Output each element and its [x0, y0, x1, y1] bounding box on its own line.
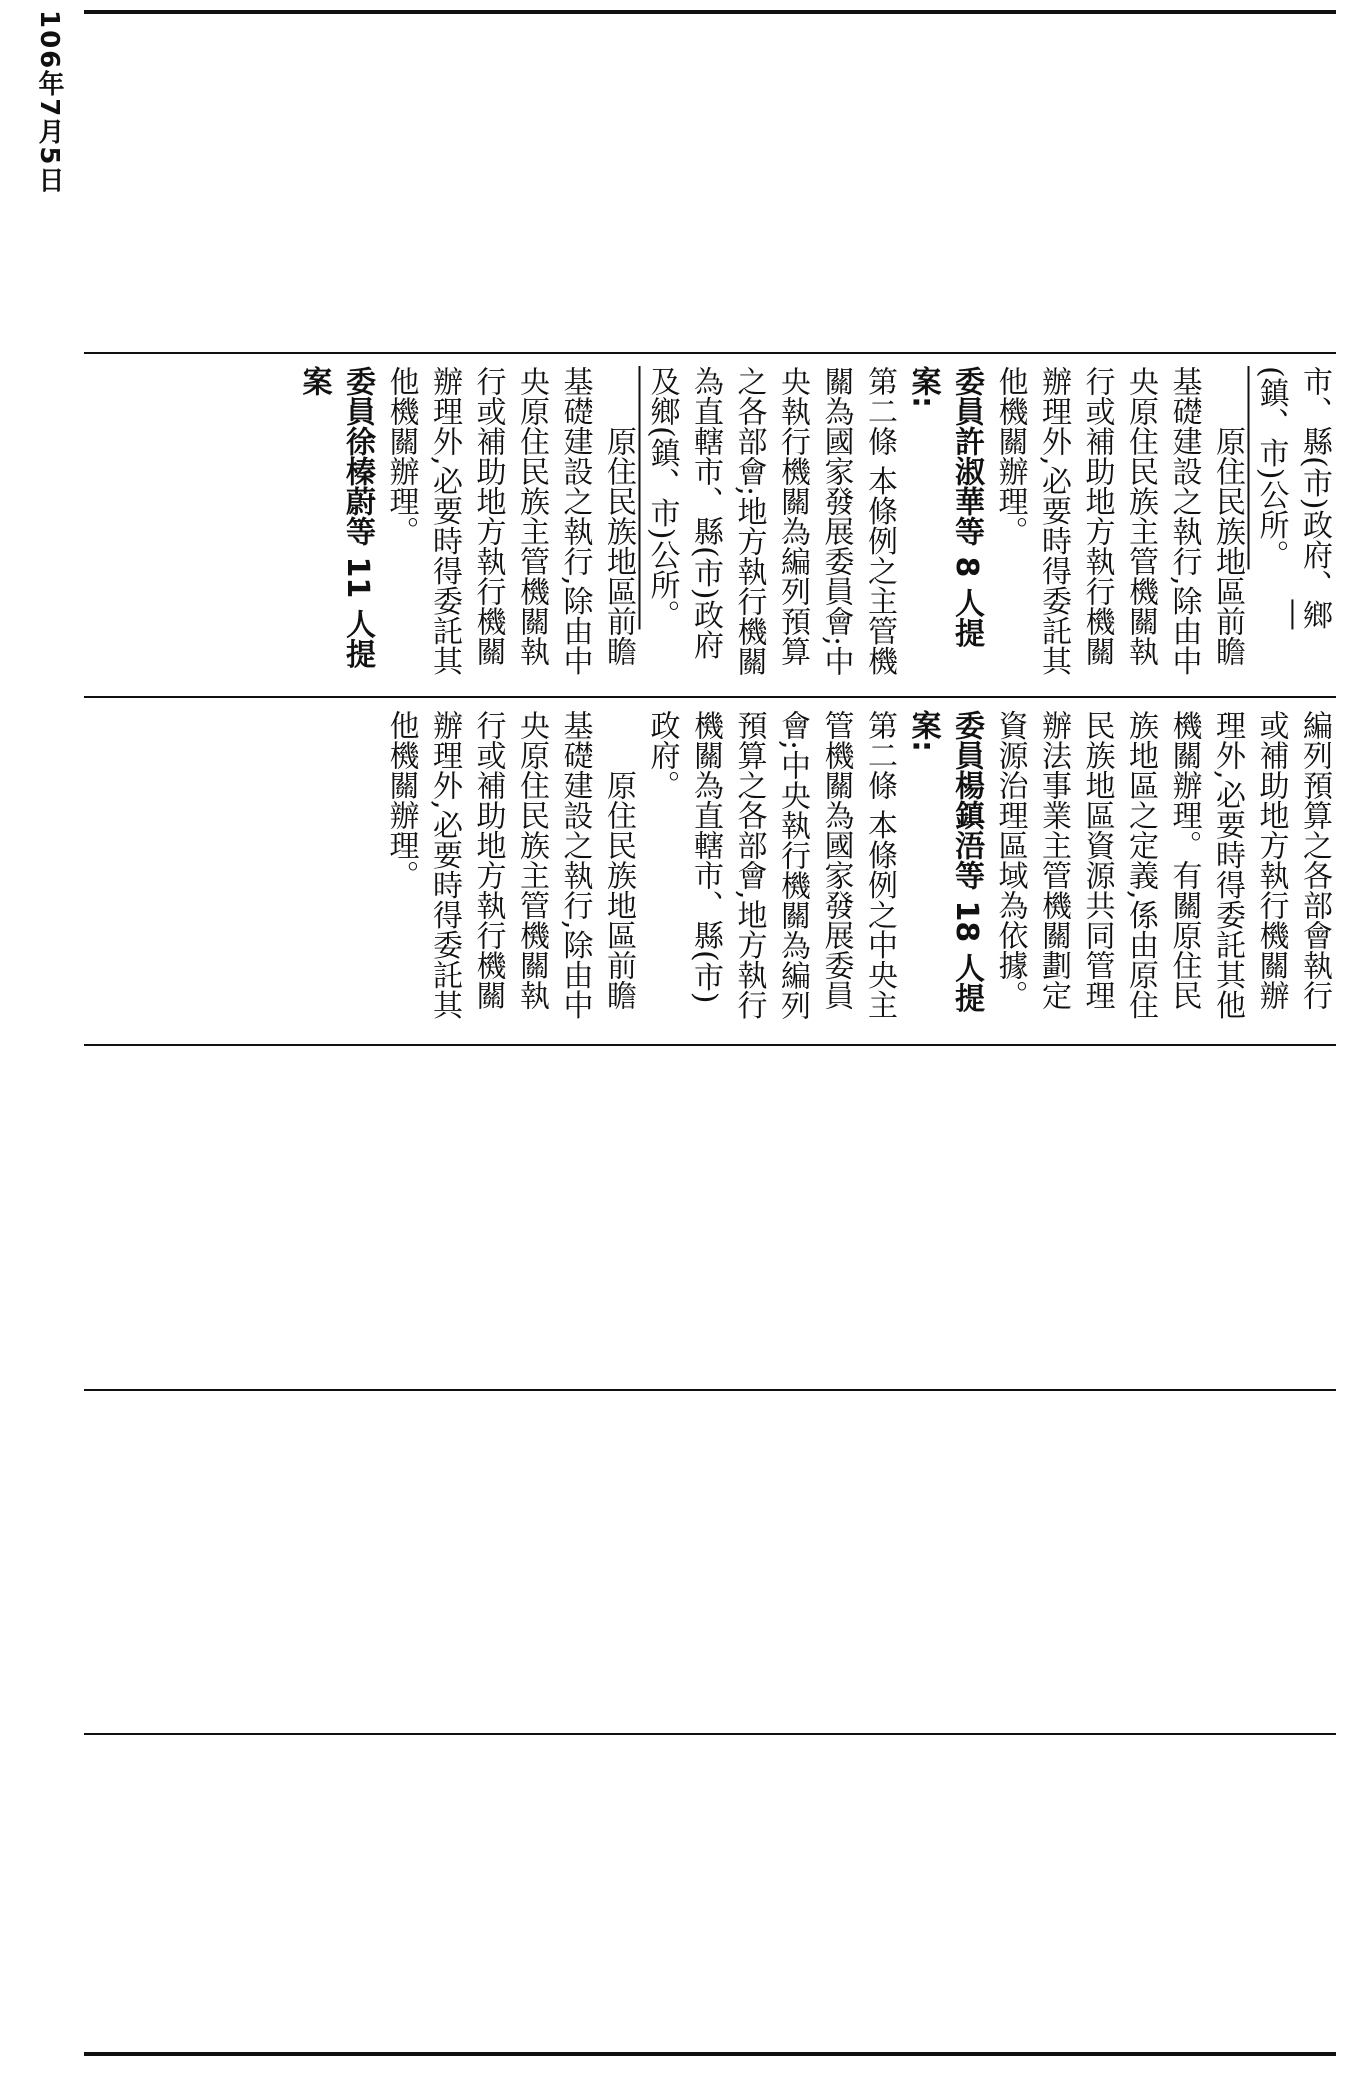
section-divider-1: [84, 352, 1336, 354]
section-1-text: [106, 366, 1336, 684]
article-2-xu-paragraph: 原住民族地區前瞻基礎建設之執行,除由中央原住民族主管機關執行或補助地方執行機關辦理外,必要時得委託其他機關辦理。: [383, 366, 636, 676]
proposal-heading-yang: 委員楊鎮浯等 18 人提案:: [905, 710, 984, 1013]
section-divider-5: [84, 1733, 1336, 1735]
section-divider-2: [84, 696, 1336, 698]
article-2-xu: 第二條 本條例之主管機關為國家發展委員會;中央執行機關為編列預算之各部會;地方執行機關為直轄市、縣(市)政府及鄉(鎮、市)公所。: [644, 366, 897, 677]
section-2-text: [106, 710, 1336, 1032]
section-divider-3: [84, 1044, 1336, 1046]
proposal-heading-xu: 委員許淑華等 8 人提案:: [905, 366, 984, 648]
section-2-continuation: 編列預算之各部會執行或補助地方執行機關辦理外,必要時得委託其他機關辦理。有關原住民族地區之定義,係由原住民族地區資源共同管理辦法事業主管機關劃定資源治理區域為依據。: [992, 710, 1332, 1020]
section-divider-4: [84, 1389, 1336, 1391]
proposal-heading-hsu: 委員徐榛蔚等 11 人提案: [296, 366, 375, 669]
section-1-paragraph: 原住民族地區前瞻基礎建設之執行,除由中央原住民族主管機關執行或補助地方執行機關辦理外,必要時得委託其他機關辦理。: [992, 366, 1245, 676]
article-2-yang-paragraph: 原住民族地區前瞻基礎建設之執行,除由中央原住民族主管機關執行或補助地方執行機關辦理外,必要時得委託其他機關辦理。: [383, 710, 636, 1020]
top-rule: [84, 10, 1336, 14]
article-2-yang: 第二條 本條例之中央主管機關為國家發展委員會;中央執行機關為編列預算之各部會,地方執行機關為直轄市、縣(市)政府。: [644, 710, 897, 1021]
page-date-header: 106年7月5日: [34, 10, 64, 195]
section-1-continuation: 市、縣(市)政府、鄉(鎮、市)公所。: [1253, 366, 1332, 630]
bottom-rule: [84, 2052, 1336, 2056]
